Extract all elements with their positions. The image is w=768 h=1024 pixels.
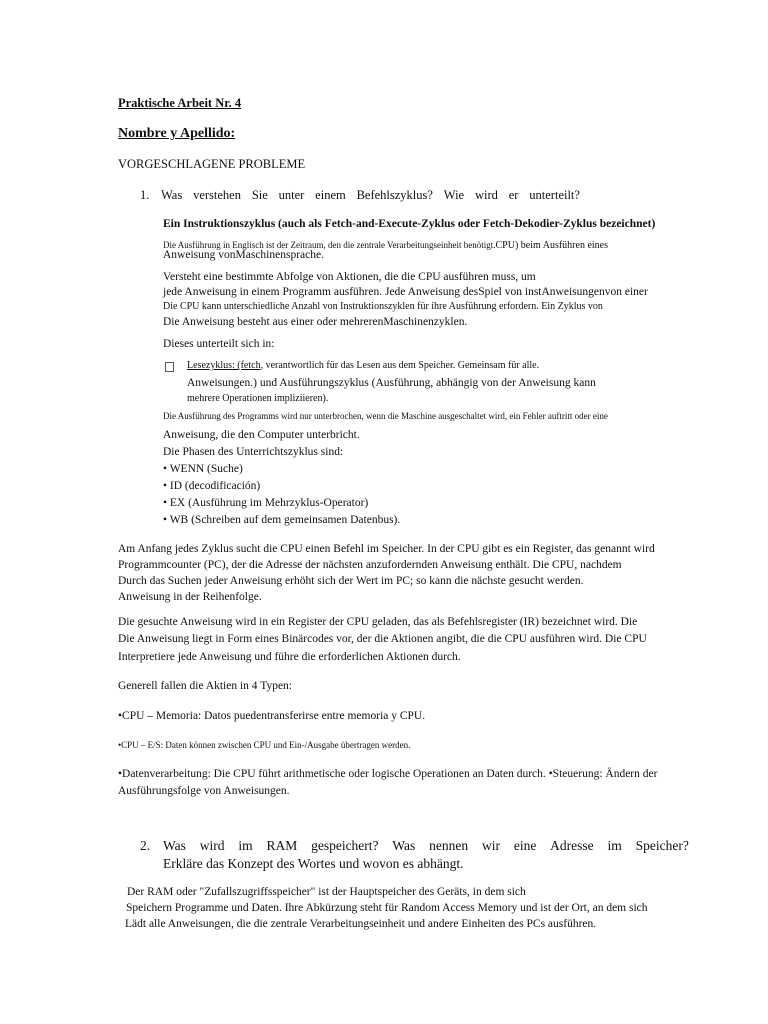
answer-1-line: Anweisungen.) und Ausführungszyklus (Ausführung, abhängig von der Anweisung kann (187, 377, 596, 389)
paragraph-line: •CPU – Memoria: Datos puedentransferirse entre memoria y CPU. (118, 710, 426, 722)
answer-2-line: Lädt alle Anweisungen, die die zentrale Verarbeitungseinheit und andere Einheiten des PCs ausführen. (125, 918, 597, 930)
question-1-text: Was verstehen Sie unter einem Befehlszyklus? Wie wird er unterteilt? (161, 188, 580, 202)
paragraph-line: Generell fallen die Aktien in 4 Typen: (118, 680, 292, 692)
paragraph-line: Anweisung in der Reihenfolge. (118, 591, 262, 603)
phase-list-item: • ID (decodificación) (163, 480, 261, 492)
phase-list-item: • EX (Ausführung im Mehrzyklus-Operator) (163, 497, 369, 509)
phase-list-item: • WB (Schreiben auf dem gemeinsamen Datenbus). (163, 514, 401, 526)
phase-list-item: • WENN (Suche) (163, 463, 243, 475)
document-title: Praktische Arbeit Nr. 4 (118, 96, 242, 110)
section-heading: VORGESCHLAGENE PROBLEME (118, 157, 306, 171)
paragraph-line: •Datenverarbeitung: Die CPU führt arithmetische oder logische Operationen an Daten durch. •Steuerung: Ändern der (118, 768, 658, 780)
paragraph-line: •CPU – E/S: Daten können zwischen CPU und Ein-/Ausgabe übertragen werden. (118, 740, 411, 750)
answer-1-heading: Ein Instruktionszyklus (auch als Fetch-and-Execute-Zyklus oder Fetch-Dekodier-Zyklus bezeichnet) (163, 218, 656, 230)
answer-1-line: Versteht eine bestimmte Abfolge von Aktionen, die die CPU ausführen muss, um (163, 271, 536, 283)
answer-1-line: Die Phasen des Unterrichtszyklus sind: (163, 446, 344, 458)
answer-1-line: mehrere Operationen impliziieren). (187, 393, 329, 404)
question-2-text: Was wird im RAM gespeichert? Was nennen wir eine Adresse im Speicher? (163, 838, 689, 853)
paragraph-line: Interpretiere jede Anweisung und führe die erforderlichen Aktionen durch. (118, 651, 461, 663)
answer-1-bullet-line: Lesezyklus: (fetch, verantwortlich für das Lesen aus dem Speicher. Gemeinsam für alle. (187, 360, 540, 371)
answer-1-line: Die Anweisung besteht aus einer oder mehrerenMaschinenzyklen. (163, 316, 468, 328)
paragraph-line: Durch das Suchen jeder Anweisung erhöht sich der Wert im PC; so kann die nächste gesucht werden. (118, 575, 584, 587)
paragraph-line: Die Anweisung liegt in Form eines Binärcodes vor, der die Aktionen angibt, die die CPU ausführen wird. Die CPU (118, 633, 647, 645)
question-2-text-line2: Erkläre das Konzept des Wortes und wovon es abhängt. (163, 856, 464, 871)
question-1-number: 1. (140, 188, 150, 202)
answer-1-line: jede Anweisung in einem Programm ausführen. Jede Anweisung desSpiel von instAnweisungenvon einer (163, 286, 648, 298)
question-2-number: 2. (140, 838, 151, 853)
answer-1-line: Die CPU kann unterschiedliche Anzahl von Instruktionszyklen für ihre Ausführung erfordern. Ein Zyklus von (163, 301, 603, 312)
answer-2-line: Der RAM oder "Zufallszugriffsspeicher" ist der Hauptspeicher des Geräts, in dem sich (127, 886, 526, 898)
answer-1-line: Dieses unterteilt sich in: (163, 338, 275, 350)
paragraph-line: Ausführungsfolge von Anweisungen. (118, 785, 290, 797)
paragraph-line: Programmcounter (PC), der die Adresse der nächsten anzufordernden Anweisung enthält. Die CPU, nachdem (118, 559, 622, 571)
answer-1-line: Die Ausführung in Englisch ist der Zeitraum, den die zentrale Verarbeitungseinheit benötigt.CPU) beim Ausführen eines (163, 240, 608, 251)
answer-1-line: Anweisung, die den Computer unterbricht. (163, 429, 360, 441)
paragraph-line: Die gesuchte Anweisung wird in ein Register der CPU geladen, das als Befehlsregister (IR) bezeichnet wird. Die (118, 616, 638, 628)
name-field-label: Nombre y Apellido: (118, 126, 236, 141)
answer-2-line: Speichern Programme und Daten. Ihre Abkürzung steht für Random Access Memory und ist der Ort, an dem sich (126, 902, 648, 914)
answer-1-line: Anweisung vonMaschinensprache. (163, 249, 324, 261)
checkbox-bullet-icon (165, 362, 174, 372)
paragraph-line: Am Anfang jedes Zyklus sucht die CPU einen Befehl im Speicher. In der CPU gibt es ein Register, das genannt wird (118, 543, 655, 555)
answer-1-line: Die Ausführung des Programms wird nur unterbrochen, wenn die Maschine ausgeschaltet wird, ein Fehler auftritt oder eine (163, 411, 608, 421)
